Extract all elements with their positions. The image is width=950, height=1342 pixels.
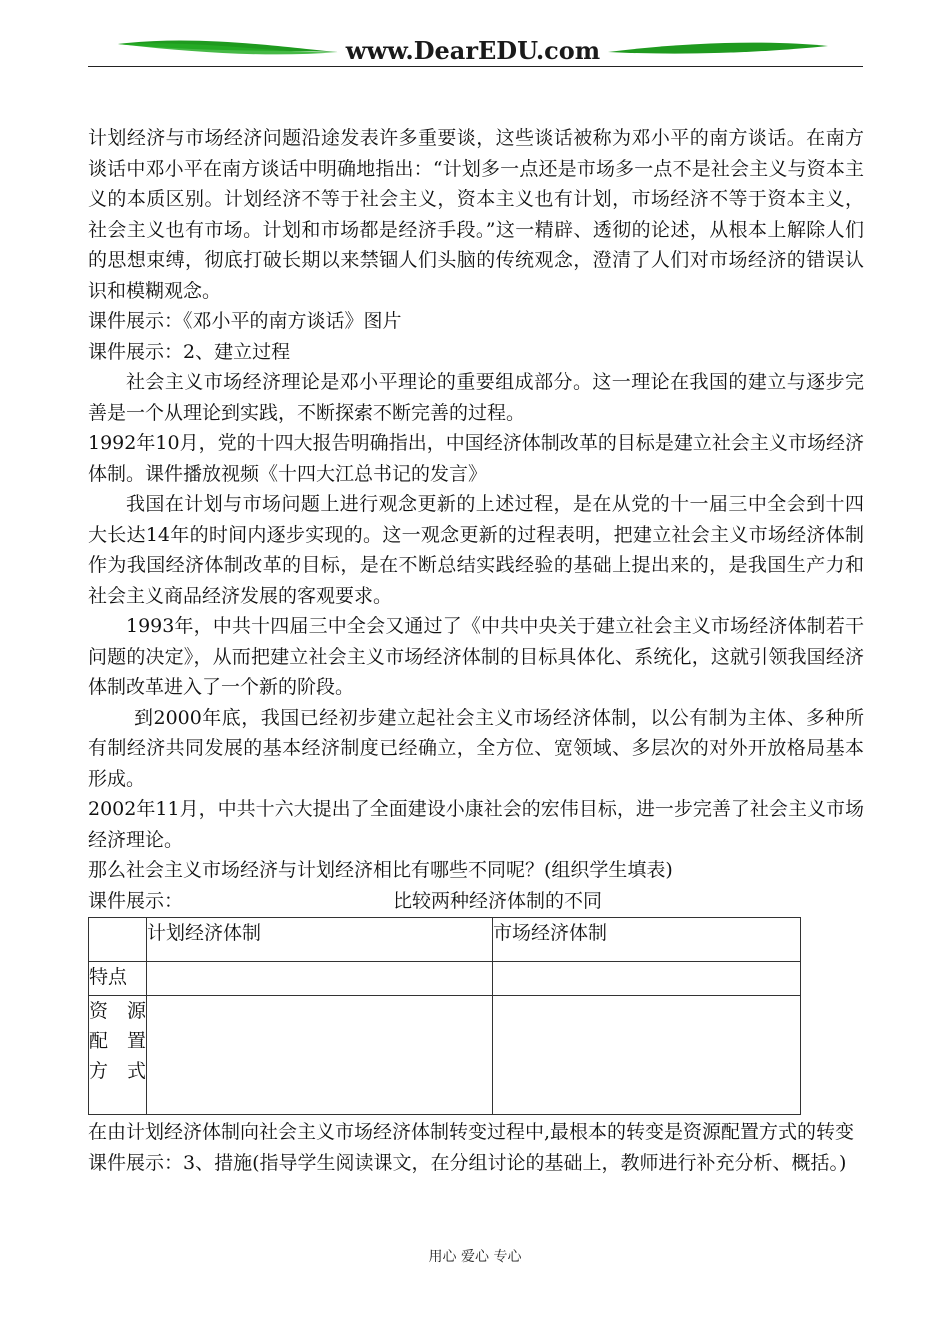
table-caption-title: 比较两种经济体制的不同 [393, 889, 603, 912]
table-header-cell-empty [89, 918, 147, 962]
paragraph-courseware-process: 课件展示：2、建立过程 [88, 340, 291, 363]
header-rule [88, 66, 863, 67]
paragraph-1993: 1993年，中共十四届三中全会又通过了《中共中央关于建立社会主义市场经济体制若干问题的决定》，从而把建立社会主义市场经济体制的目标具体化、系统化，这就引领我国经济体制改革进入了一个新的阶段。 [88, 615, 864, 698]
table-cell [147, 962, 493, 996]
document-body [88, 123, 864, 1178]
paragraph-2000: 到2000年底，我国已经初步建立起社会主义市场经济体制，以公有制为主体、多种所有制经济共同发展的基本经济制度已经确立，全方位、宽领域、多层次的对外开放格局基本形成。 [88, 706, 864, 790]
paragraph-courseware-picture: 课件展示：《邓小平的南方谈话》图片 [88, 310, 402, 332]
table-cell [492, 962, 800, 996]
paragraph-1992: 1992年10月，党的十四大报告明确指出，中国经济体制改革的目标是建立社会主义市场经济体制。课件播放视频《十四大江总书记的发言》 [88, 432, 864, 485]
table-row [89, 962, 801, 996]
table-row-label-features: 特点 [89, 962, 147, 996]
table-row [89, 996, 801, 1115]
table-header-row [89, 918, 801, 962]
paragraph-2002: 2002年11月，中共十六大提出了全面建设小康社会的宏伟目标，进一步完善了社会主义市场经济理论。 [88, 798, 864, 851]
table-cell [147, 996, 493, 1115]
paragraph-transition: 在由计划经济体制向社会主义市场经济体制转变过程中,最根本的转变是资源配置方式的转变 [88, 1121, 855, 1143]
table-caption-label: 课件展示： [88, 889, 184, 912]
paragraph-measures: 课件展示：3、措施(指导学生阅读课文，在分组讨论的基础上，教师进行补充分析、概括。) [88, 1151, 847, 1174]
page-footer: 用心 爱心 专心 [428, 1249, 522, 1265]
table-header-cell-planned: 计划经济体制 [147, 918, 493, 962]
paragraph-southern-talks: 计划经济与市场经济问题沿途发表许多重要谈，这些谈话被称为邓小平的南方谈话。在南方谈话中邓小平在南方谈话中明确地指出：“计划多一点还是市场多一点不是社会主义与资本主义的本质区别。计划经济不等于社会主义，资本主义也有计划，市场经济不等于资本主义，社会主义也有市场。计划和市场都是经济手段。”这一精辟、透彻的论述，从根本上解除人们的思想束缚，彻底打破长期以来禁锢人们头脑的传统观念，澄清了人们对市场经济的错误认识和模糊观念。 [88, 127, 864, 302]
table-header-cell-market: 市场经济体制 [492, 918, 800, 962]
paragraph-concept-update: 我国在计划与市场问题上进行观念更新的上述过程，是在从党的十一届三中全会到十四大长达14年的时间内逐步实现的。这一观念更新的过程表明，把建立社会主义市场经济体制作为我国经济体制改革的目标，是在不断总结实践经验的基础上提出来的，是我国生产力和社会主义商品经济发展的客观要求。 [88, 493, 864, 607]
logo-text: www.DearEDU.com [345, 36, 601, 65]
right-swoosh-icon [608, 43, 828, 54]
paragraph-theory: 社会主义市场经济理论是邓小平理论的重要组成部分。这一理论在我国的建立与逐步完善是一个从理论到实践，不断探索不断完善的过程。 [88, 371, 864, 424]
table-cell [492, 996, 800, 1115]
table-row-label-allocation [89, 996, 147, 1115]
dearedu-logo [88, 30, 863, 66]
table-caption-row [88, 886, 864, 917]
paragraph-question: 那么社会主义市场经济与计划经济相比有哪些不同呢？(组织学生填表) [88, 859, 673, 881]
page-header [88, 30, 863, 70]
comparison-table [88, 917, 801, 1115]
allocation-label-text: 资 源 配 置 方 式 [89, 1000, 146, 1082]
